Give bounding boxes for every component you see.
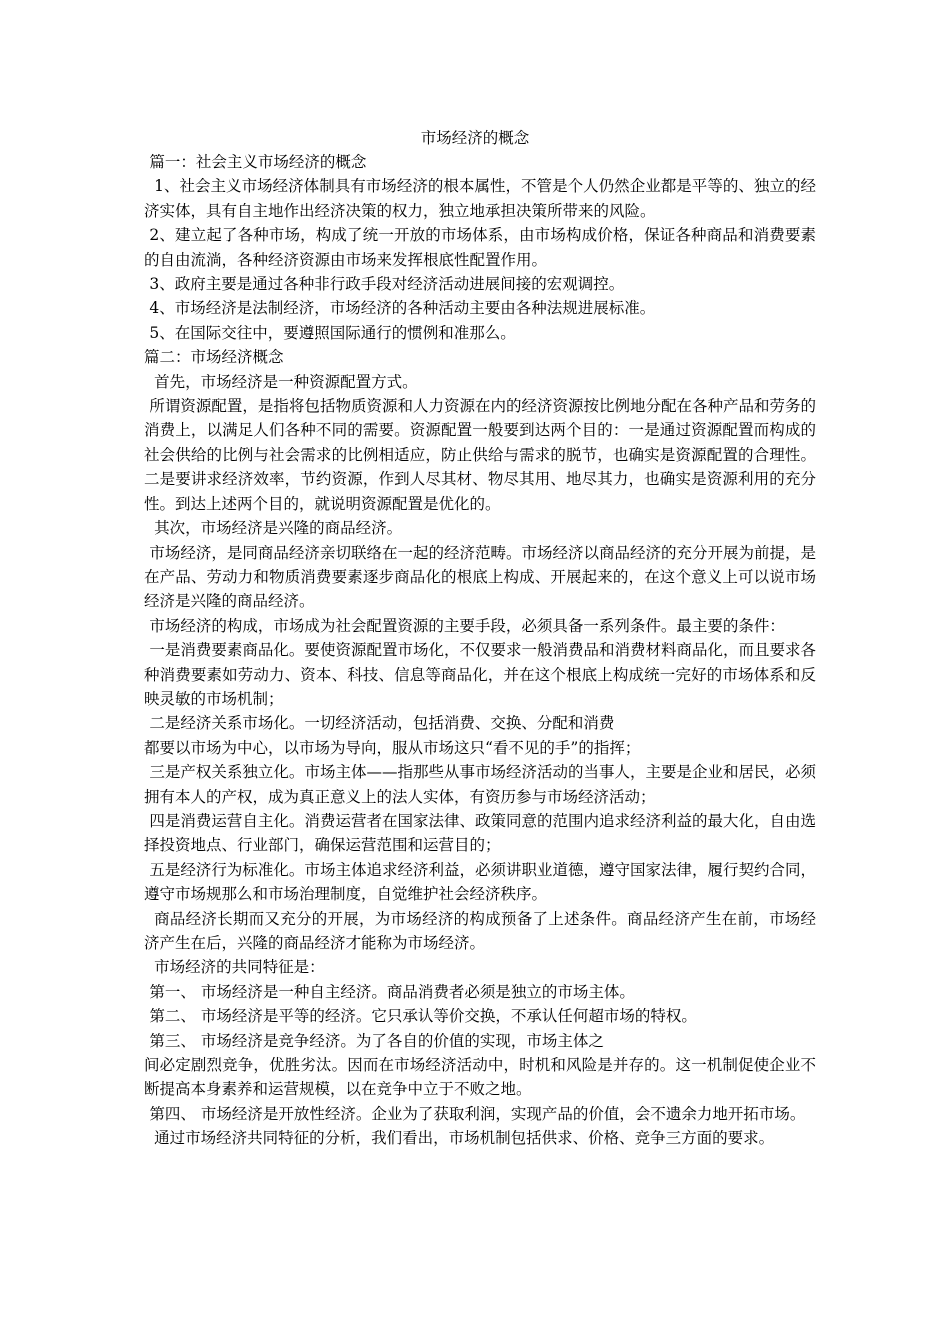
paragraph: 2、建立起了各种市场，构成了统一开放的市场体系，由市场构成价格，保证各种商品和消费要素的自由流淌，各种经济资源由市场来发挥根底性配置作用。 — [144, 226, 816, 269]
paragraph: 篇一：社会主义市场经济的概念 — [149, 153, 367, 171]
paragraph: 间必定剧烈竞争，优胜劣汰。因而在市场经济活动中，时机和风险是并存的。这一机制促使企业不断提高本身素养和运营规模，以在竞争中立于不败之地。 — [144, 1056, 816, 1099]
paragraph: 三是产权关系独立化。市场主体——指那些从事市场经济活动的当事人，主要是企业和居民，必须拥有本人的产权，成为真正意义上的法人实体，有资历参与市场经济活动； — [144, 763, 816, 806]
paragraph: 市场经济的构成，市场成为社会配置资源的主要手段，必须具备一系列条件。最主要的条件： — [149, 616, 785, 635]
paragraph: 4、市场经济是法制经济，市场经济的各种活动主要由各种法规进展标准。 — [149, 299, 656, 318]
paragraph: 一是消费要素商品化。要使资源配置市场化，不仅要求一般消费品和消费材料商品化，而且要求各种消费要素如劳动力、资本、科技、信息等商品化，并在这个根底上构成统一完好的市场体系和反映灵敏的市场机制； — [144, 641, 816, 708]
paragraph: 第一、 市场经济是一种自主经济。商品消费者必须是独立的市场主体。 — [149, 982, 635, 1001]
paragraph: 商品经济长期而又充分的开展，为市场经济的构成预备了上述条件。商品经济产生在前，市场经济产生在后，兴隆的商品经济才能称为市场经济。 — [144, 909, 816, 952]
paragraph: 四是消费运营自主化。消费运营者在国家法律、政策同意的范围内追求经济利益的最大化，自由选择投资地点、行业部门，确保运营范围和运营目的； — [144, 811, 816, 855]
paragraph: 第四、 市场经济是开放性经济。企业为了获取利润，实现产品的价值，会不遗余力地开拓市场。 — [149, 1104, 806, 1123]
paragraph: 五是经济行为标准化。市场主体追求经济利益，必须讲职业道德，遵守国家法律，履行契约合同，遵守市场规那么和市场治理制度，自觉维护社会经济秩序。 — [144, 860, 816, 904]
paragraph: 3、政府主要是通过各种非行政手段对经济活动进展间接的宏观调控。 — [149, 275, 625, 294]
paragraph: 篇二：市场经济概念 — [144, 348, 284, 367]
paragraph: 第三、 市场经济是竞争经济。为了各自的价值的实现，市场主体之 — [149, 1031, 604, 1050]
paragraph: 1、社会主义市场经济体制具有市场经济的根本属性，不管是个人仍然企业都是平等的、独立的经济实体，具有自主地作出经济决策的权力，独立地承担决策所带来的风险。 — [144, 177, 816, 220]
paragraph: 所谓资源配置，是指将包括物质资源和人力资源在内的经济资源按比例地分配在各种产品和劳务的消费上，以满足人们各种不同的需要。资源配置一般要到达两个目的：一是通过资源配置而构成的社会供给的比例与社会需求的比例相适应，防止供给与需求的脱节，也确实是资源配置的合理性。二是要讲求经济效率，节约资源，作到人尽其材、物尽其用、地尽其力，也确实是资源利用的充分性。到达上述两个目的，就说明资源配置是优化的。 — [144, 397, 816, 513]
paragraph: 5、在国际交往中，要遵照国际通行的惯例和准那么。 — [149, 323, 516, 342]
paragraph: 第二、 市场经济是平等的经济。它只承认等价交换，不承认任何超市场的特权。 — [149, 1007, 697, 1026]
document-title: 市场经济的概念 — [420, 129, 530, 147]
paragraph: 市场经济的共同特征是： — [154, 958, 325, 977]
document-body — [144, 150, 816, 1151]
paragraph: 都要以市场为中心，以市场为导向，服从市场这只“看不见的手”的指挥； — [144, 738, 641, 757]
paragraph: 通过市场经济共同特征的分析，我们看出，市场机制包括供求、价格、竞争三方面的要求。 — [154, 1129, 775, 1148]
paragraph: 二是经济关系市场化。一切经济活动，包括消费、交换、分配和消费 — [149, 714, 615, 733]
paragraph: 市场经济，是同商品经济亲切联络在一起的经济范畴。市场经济以商品经济的充分开展为前提，是在产品、劳动力和物质消费要素逐步商品化的根底上构成、开展起来的，在这个意义上可以说市场经济是兴隆的商品经济。 — [144, 543, 816, 611]
paragraph: 首先，市场经济是一种资源配置方式。 — [154, 372, 418, 391]
paragraph: 其次，市场经济是兴隆的商品经济。 — [154, 519, 403, 538]
